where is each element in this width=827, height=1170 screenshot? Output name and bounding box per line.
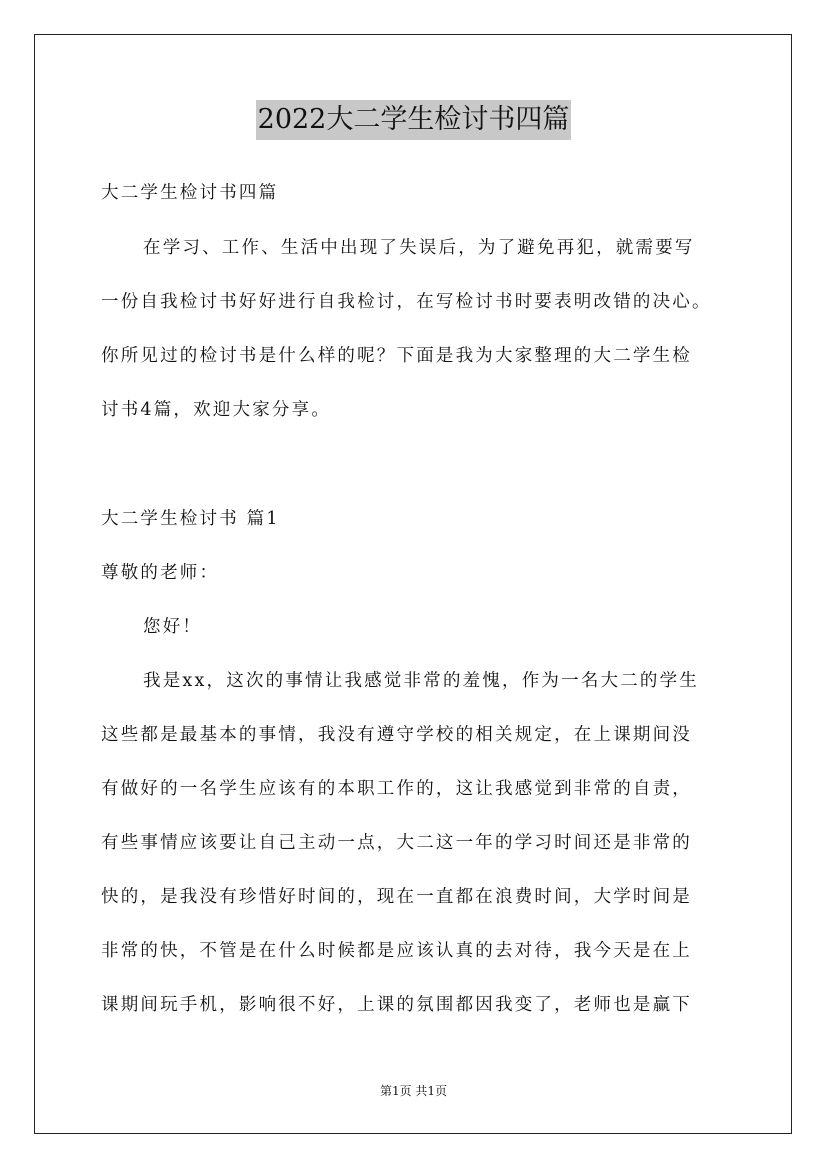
body-line: 这些都是最基本的事情，我没有遵守学校的相关规定，在上课期间没 xyxy=(101,725,692,745)
body-line: 我是xx，这次的事情让我感觉非常的羞愧，作为一名大二的学生 xyxy=(143,671,700,691)
title-container xyxy=(0,100,827,140)
greeting: 您好！ xyxy=(143,617,203,637)
document-subtitle: 大二学生检讨书四篇 xyxy=(101,183,279,203)
body-line: 非常的快，不管是在什么时候都是应该认真的去对待，我今天是在上 xyxy=(101,941,692,961)
intro-line: 你所见过的检讨书是什么样的呢？下面是我为大家整理的大二学生检 xyxy=(101,346,692,366)
body-line: 课期间玩手机，影响很不好，上课的氛围都因我变了，老师也是赢下 xyxy=(101,995,692,1015)
section-heading: 大二学生检讨书 篇1 xyxy=(101,509,280,529)
body-line: 有做好的一名学生应该有的本职工作的，这让我感觉到非常的自责， xyxy=(101,779,692,799)
document-title: 2022大二学生检讨书四篇 xyxy=(256,100,572,140)
intro-line: 一份自我检讨书好好进行自我检讨，在写检讨书时要表明改错的决心。 xyxy=(101,292,712,312)
salutation: 尊敬的老师： xyxy=(101,563,220,583)
body-line: 快的，是我没有珍惜好时间的，现在一直都在浪费时间，大学时间是 xyxy=(101,887,692,907)
intro-line: 讨书4篇，欢迎大家分享。 xyxy=(101,400,332,420)
intro-line: 在学习、工作、生活中出现了失误后，为了避免再犯，就需要写 xyxy=(143,238,695,258)
body-line: 有些事情应该要让自己主动一点，大二这一年的学习时间还是非常的 xyxy=(101,833,692,853)
page-number-footer: 第1页 共1页 xyxy=(379,1084,448,1098)
